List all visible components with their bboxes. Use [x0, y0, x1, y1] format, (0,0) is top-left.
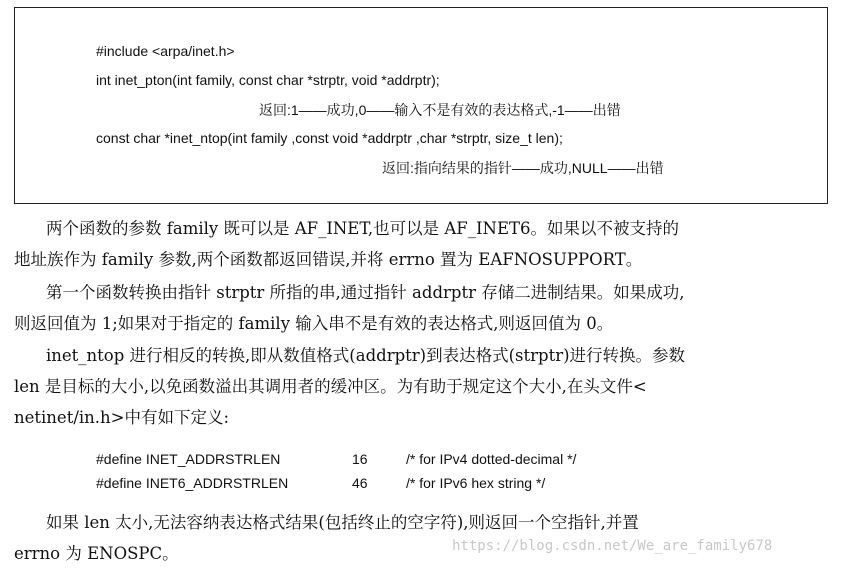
paragraph-line: 如果 len 太小,无法容纳表达格式结果(包括终止的空字符),则返回一个空指针,并置: [46, 513, 639, 532]
paragraph-line: 则返回值为 1;如果对于指定的 family 输入串不是有效的表达格式,则返回值为 0。: [14, 314, 614, 333]
code-line-pton-return: 返回:1——成功,0——输入不是有效的表达格式,-1——出错: [259, 102, 621, 118]
code-line-inet-pton: int inet_pton(int family, const char *strptr, void *addrptr);: [96, 72, 440, 88]
define-comment: /* for IPv4 dotted-decimal */: [406, 451, 577, 467]
paragraph-line: 两个函数的参数 family 既可以是 AF_INET,也可以是 AF_INET6。如果以不被支持的: [46, 219, 680, 238]
code-line-inet-ntop: const char *inet_ntop(int family ,const void *addrptr ,char *strptr, size_t len);: [96, 130, 563, 146]
watermark: https://blog.csdn.net/We_are_family678: [452, 538, 773, 554]
paragraph-line: 第一个函数转换由指针 strptr 所指的串,通过指针 addrptr 存储二进制结果。如果成功,: [46, 283, 685, 302]
paragraph-1: [14, 213, 832, 275]
code-line-ntop-return: 返回:指向结果的指针——成功,NULL——出错: [382, 160, 664, 176]
paragraph-line: netinet/in.h>中有如下定义:: [14, 408, 230, 427]
paragraph-line: errno 为 ENOSPC。: [14, 544, 179, 563]
paragraph-line: len 是目标的大小,以免函数溢出其调用者的缓冲区。为有助于规定这个大小,在头文件<: [14, 377, 647, 396]
code-line-include: #include <arpa/inet.h>: [96, 43, 235, 59]
paragraph-3: [14, 340, 832, 433]
paragraph-2: [14, 277, 832, 339]
define-comment: /* for IPv6 hex string */: [406, 475, 546, 491]
define-directive: #define INET_ADDRSTRLEN: [96, 451, 281, 467]
paragraph-line: inet_ntop 进行相反的转换,即从数值格式(addrptr)到表达格式(strptr)进行转换。参数: [46, 346, 686, 365]
define-directive: #define INET6_ADDRSTRLEN: [96, 475, 289, 491]
define-value: 46: [352, 475, 368, 491]
define-value: 16: [352, 451, 368, 467]
paragraph-line: 地址族作为 family 参数,两个函数都返回错误,并将 errno 置为 EAFNOSUPPORT。: [14, 250, 643, 269]
